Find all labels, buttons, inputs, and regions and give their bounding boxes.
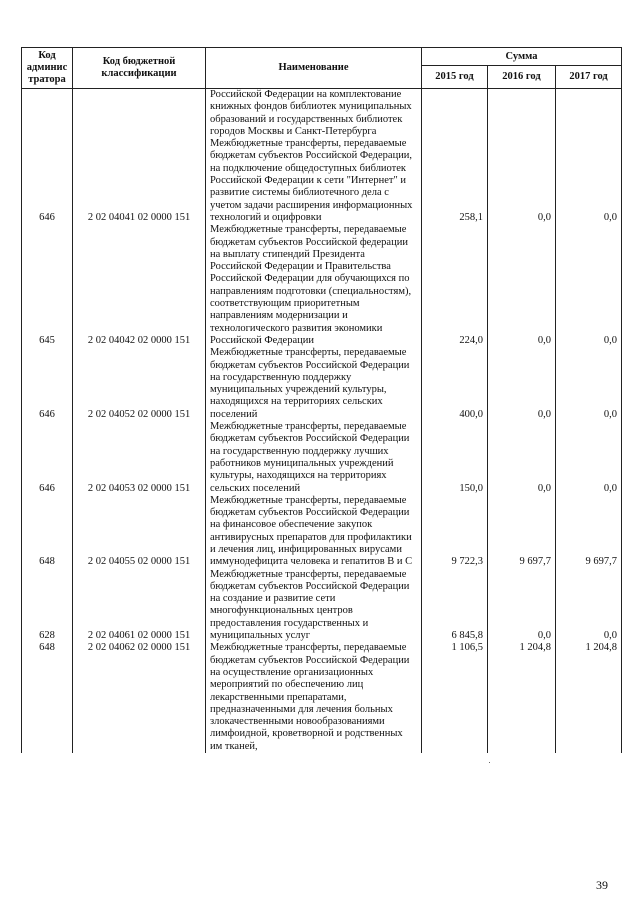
year-2017-header: 2017 год [556,66,622,89]
value-2015: 258,1 [422,138,488,224]
value-2017: 0,0 [556,138,622,224]
value-2016: 1 204,8 [488,642,556,753]
name-header: Наименование [206,48,422,89]
value-2016: 0,0 [488,138,556,224]
value-2015: 1 106,5 [422,642,488,753]
value-2017: 9 697,7 [556,495,622,569]
sum-header: Сумма [422,48,622,66]
budget-code: 2 02 04061 02 0000 151 [73,569,206,643]
value-2016: 0,0 [488,224,556,347]
table-row [22,642,622,753]
budget-code-header: Код бюджетной классификации [73,48,206,89]
table-row [22,569,622,643]
value-2017: 0,0 [556,569,622,643]
row-name: Межбюджетные трансферты, передаваемые бюджетам субъектов Российской Федерации на государственную поддержку лучших работников муниципальных учреждений культуры, находящихся на территориях сельских поселений [206,421,422,495]
admin-code: 646 [22,421,73,495]
table-row [22,421,622,495]
page-number: 39 [596,878,608,892]
admin-code: 646 [22,138,73,224]
budget-table [21,47,622,753]
value-2016: 0,0 [488,421,556,495]
admin-code: 648 [22,495,73,569]
value-2017: 0,0 [556,347,622,421]
table-row [22,138,622,224]
row-name: Межбюджетные трансферты, передаваемые бюджетам субъектов Российской Федерации на государственную поддержку муниципальных учреждений культуры, находящихся на территориях сельских поселений [206,347,422,421]
value-2017: 1 204,8 [556,642,622,753]
year-2016-header: 2016 год [488,66,556,89]
row-name: Межбюджетные трансферты, передаваемые бюджетам субъектов Российской Федерации на создание и развитие сети многофункциональных центров предоставления государственных и муниципальных услуг [206,569,422,643]
budget-code: 2 02 04042 02 0000 151 [73,224,206,347]
value-2015: 6 845,8 [422,569,488,643]
budget-code: 2 02 04041 02 0000 151 [73,138,206,224]
table-row [22,495,622,569]
year-2015-header: 2015 год [422,66,488,89]
continuation-row [22,89,622,139]
value-2015: 400,0 [422,347,488,421]
row-name: Межбюджетные трансферты, передаваемые бюджетам субъектов Российской Федерации на осуществление организационных мероприятий по обеспечению лиц лекарственными препаратами, предназначенными для лечения больных злокачественными новообразованиями лимфоидной, кроветворной и родственных им тканей, [206,642,422,753]
value-2015: 9 722,3 [422,495,488,569]
value-2017: 0,0 [556,224,622,347]
budget-code: 2 02 04052 02 0000 151 [73,347,206,421]
budget-code: 2 02 04053 02 0000 151 [73,421,206,495]
admin-code: 648 [22,642,73,753]
budget-code: 2 02 04062 02 0000 151 [73,642,206,753]
admin-code-header: Код админис тратора [22,48,73,89]
value-2015: 150,0 [422,421,488,495]
value-2016: 9 697,7 [488,495,556,569]
admin-code: 645 [22,224,73,347]
value-2016: 0,0 [488,347,556,421]
header-row [22,48,622,66]
budget-code: 2 02 04055 02 0000 151 [73,495,206,569]
admin-code: 646 [22,347,73,421]
row-name: Межбюджетные трансферты, передаваемые бюджетам субъектов Российской Федерации, на подключение общедоступных библиотек Российской Федерации к сети "Интернет" и развитие системы библиотечного дела с учетом задачи расширения информационных технологий и оцифровки [206,138,422,224]
table-row [22,347,622,421]
row-name: Межбюджетные трансферты, передаваемые бюджетам субъектов Российской федерации на выплату стипендий Президента Российской Федерации и Правительства Российской Федерации для обучающихся по направлениям подготовки (специальностям), соответствующим приоритетным направлениям модернизации и технологического развития экономики Российской Федерации [206,224,422,347]
value-2015: 224,0 [422,224,488,347]
admin-code: 628 [22,569,73,643]
table-row [22,224,622,347]
value-2017: 0,0 [556,421,622,495]
row-name: Межбюджетные трансферты, передаваемые бюджетам субъектов Российской Федерации на финансовое обеспечение закупок антивирусных препаратов для профилактики и лечения лиц, инфицированных вирусами иммунодефицита человека и гепатитов В и С [206,495,422,569]
scan-speck [489,762,490,763]
continuation-text: Российской Федерации на комплектование книжных фондов библиотек муниципальных образований и государственных библиотек городов Москвы и Санкт-Петербурга [206,89,422,139]
value-2016: 0,0 [488,569,556,643]
